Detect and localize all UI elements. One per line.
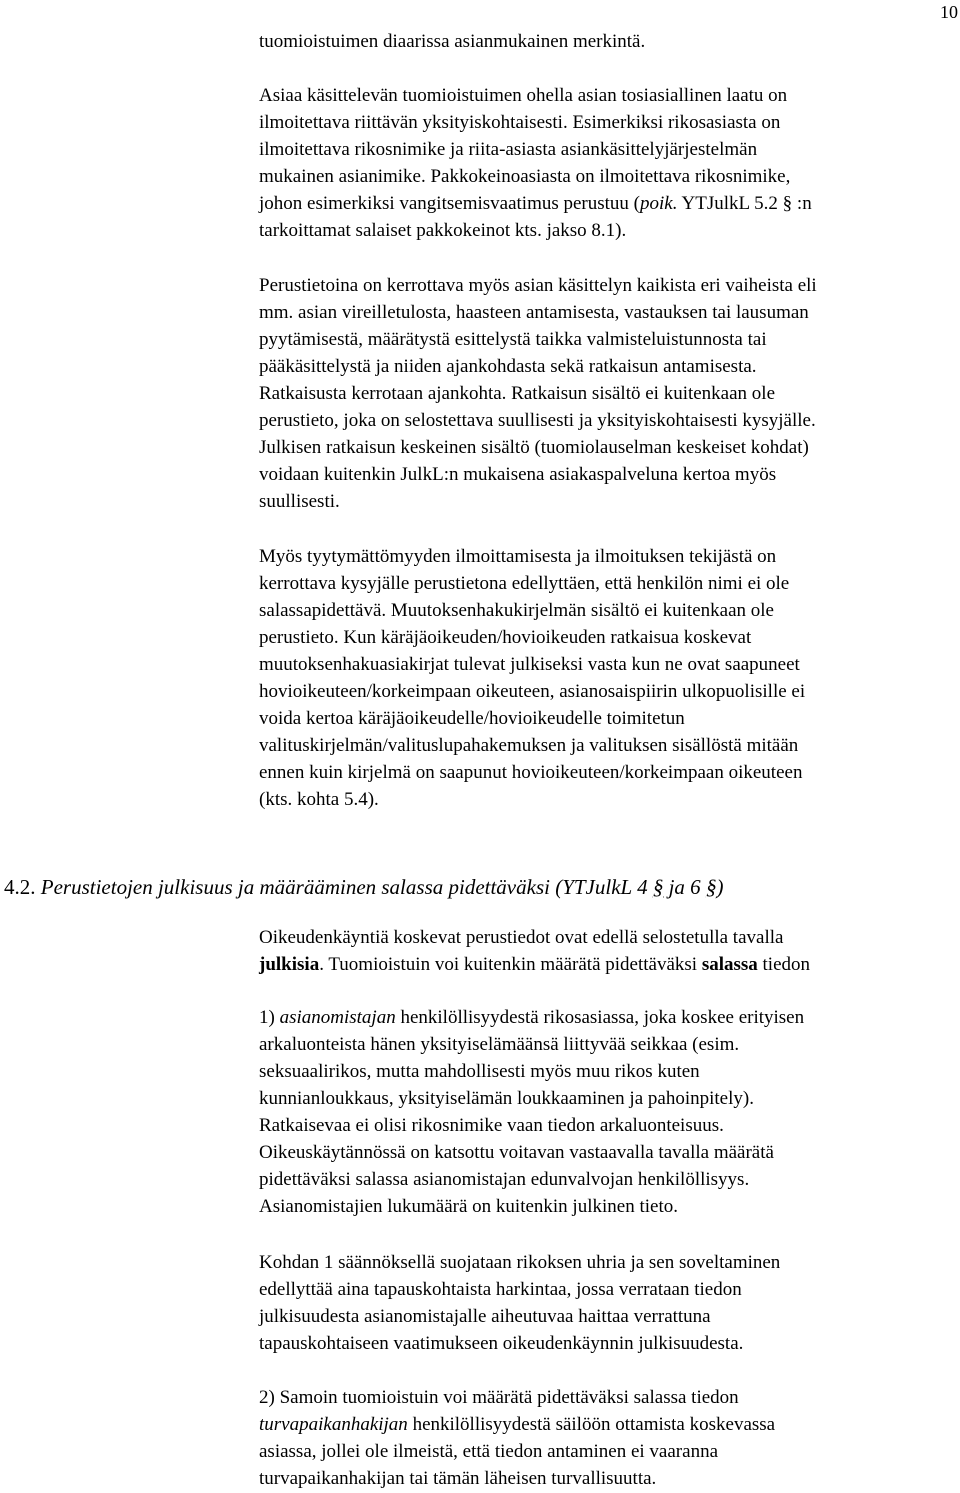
text-line: Ratkaisusta kerrotaan ajankohta. Ratkaisun sisältö ei kuitenkaan ole	[259, 383, 776, 404]
text-line	[259, 951, 959, 978]
heading-text: )	[716, 875, 724, 899]
text-line: ilmoitettava riittävän yksityiskohtaisesti. Esimerkiksi rikosasiasta on	[259, 112, 781, 133]
text-line: ennen kuin kirjelmä on saapunut hovioikeuteen/korkeimpaan oikeuteen	[259, 762, 803, 783]
text-line: voidaan kuitenkin JulkL:n mukaisena asiakaspalveluna kertoa myös	[259, 464, 777, 485]
text-line: mm. asian vireilletulosta, haasteen antamisesta, vastauksen tai lausuman	[259, 302, 809, 323]
text-line: Asiaa käsittelevän tuomioistuimen ohella asian tosiasiallinen laatu on	[259, 85, 788, 106]
text-line: tapauskohtaiseen vaatimukseen oikeudenkäynnin julkisuudesta.	[259, 1333, 744, 1354]
text-line: salassapidettävä. Muutoksenhakukirjelmän sisältö ei kuitenkaan ole	[259, 600, 774, 621]
text-line: perustieto. Kun käräjäoikeuden/hovioikeuden ratkaisua koskevat	[259, 627, 752, 648]
text-line	[259, 1004, 959, 1031]
paragraph-processing-stages	[259, 272, 959, 515]
heading-text: ja 6	[663, 875, 706, 899]
text-line: seksuaalirikos, mutta mahdollisesti myös muu rikos kuten	[259, 1061, 700, 1082]
paragraph-appeals	[259, 543, 959, 813]
section-heading	[4, 873, 723, 901]
text-line: suullisesti.	[259, 491, 340, 512]
text-line: pyytämisestä, määrätystä esittelystä taikka valmisteluistunnosta tai	[259, 329, 767, 350]
paragraph-item-2	[259, 1384, 959, 1492]
paragraph-item-1	[259, 1004, 959, 1220]
bold-term: salassa	[701, 954, 758, 975]
text-line: pidettäväksi salassa asianomistajan edunvalvojan henkilöllisyys.	[259, 1169, 750, 1190]
paragraph-public-info	[259, 924, 959, 978]
text-span: johon esimerkiksi vangitsemisvaatimus perustuu (	[259, 193, 641, 214]
section-sign: §	[652, 875, 664, 899]
text-line: perustieto, joka on selostettava suullisesti ja yksityiskohtaisesti kysyjälle.	[259, 410, 816, 431]
italic-term: turvapaikanhakijan	[259, 1414, 408, 1435]
text-line	[259, 190, 959, 217]
text-line: hovioikeuteen/korkeimpaan oikeuteen, asianosaispiirin ulkopuolisille ei	[259, 681, 806, 702]
item-number: 1)	[259, 1007, 280, 1028]
paragraph-case-nature	[259, 82, 959, 244]
heading-text: Perustietojen julkisuus ja määrääminen salassa pidettäväksi (YTJulkL 4	[40, 875, 653, 899]
text-line: tarkoittamat salaiset pakkokeinot kts. jakso 8.1).	[259, 220, 627, 241]
text-line: asiassa, jollei ole ilmeistä, että tiedon antaminen ei vaaranna	[259, 1441, 718, 1462]
text-line: Kohdan 1 säännöksellä suojataan rikoksen uhria ja sen soveltaminen	[259, 1252, 781, 1273]
page-number: 10	[940, 2, 958, 22]
paragraph-victim-protection	[259, 1249, 959, 1357]
text-line: mukainen asianimike. Pakkokeinoasiasta on ilmoitettava rikosnimike,	[259, 166, 791, 187]
text-line: tuomioistuimen diaarissa asianmukainen merkintä.	[259, 31, 646, 52]
text-line: turvapaikanhakijan tai tämän läheisen turvallisuutta.	[259, 1468, 657, 1489]
text-span: YTJulkL 5.2 § :n	[677, 193, 812, 214]
text-line: Ratkaisevaa ei olisi rikosnimike vaan tiedon arkaluonteisuus.	[259, 1115, 724, 1136]
text-span: henkilöllisyydestä säilöön ottamista koskevassa	[407, 1414, 776, 1435]
text-line: pääkäsittelystä ja niiden ajankohdasta sekä ratkaisun antamisesta.	[259, 356, 757, 377]
bold-term: julkisia	[259, 954, 320, 975]
text-line: julkisuudesta asianomistajalle aiheutuvaa haittaa verrattuna	[259, 1306, 711, 1327]
text-line: ilmoitettava rikosnimike ja riita-asiasta asiankäsittelyjärjestelmän	[259, 139, 758, 160]
text-line: Julkisen ratkaisun keskeinen sisältö (tuomiolauselman keskeiset kohdat)	[259, 437, 809, 458]
italic-abbreviation: poik.	[640, 193, 678, 214]
section-sign: §	[705, 875, 717, 899]
text-line: edellyttää aina tapauskohtaista harkintaa, jossa verrataan tiedon	[259, 1279, 742, 1300]
text-line: arkaluonteista hänen yksityiselämäänsä liittyvää seikkaa (esim.	[259, 1034, 740, 1055]
text-span: . Tuomioistuin voi kuitenkin määrätä pidettäväksi	[319, 954, 702, 975]
text-line: kerrottava kysyjälle perustietona edellyttäen, että henkilön nimi ei ole	[259, 573, 790, 594]
text-line: kunnianloukkaus, yksityiselämän loukkaaminen ja pahoinpitely).	[259, 1088, 754, 1109]
text-line: Asianomistajien lukumäärä on kuitenkin julkinen tieto.	[259, 1196, 678, 1217]
section-number: 4.2.	[4, 875, 41, 899]
text-line: Myös tyytymättömyyden ilmoittamisesta ja ilmoituksen tekijästä on	[259, 546, 777, 567]
text-line: muutoksenhakuasiakirjat tulevat julkiseksi vasta kun ne ovat saapuneet	[259, 654, 800, 675]
intro-paragraph	[259, 28, 959, 55]
text-line	[259, 1411, 959, 1438]
text-line: Perustietoina on kerrottava myös asian käsittelyn kaikista eri vaiheista eli	[259, 275, 817, 296]
italic-term: asianomistajan	[279, 1007, 396, 1028]
text-line: voida kertoa käräjäoikeudelle/hovioikeudelle toimitetun	[259, 708, 685, 729]
text-span: tiedon	[757, 954, 811, 975]
text-line: Oikeudenkäyntiä koskevat perustiedot ovat edellä selostetulla tavalla	[259, 927, 784, 948]
text-line: valituskirjelmän/valituslupahakemuksen ja valituksen sisällöstä mitään	[259, 735, 799, 756]
text-line: 2) Samoin tuomioistuin voi määrätä pidettäväksi salassa tiedon	[259, 1387, 739, 1408]
text-line: Oikeuskäytännössä on katsottu voitavan vastaavalla tavalla määrätä	[259, 1142, 774, 1163]
text-span: henkilöllisyydestä rikosasiassa, joka koskee erityisen	[395, 1007, 805, 1028]
text-line: (kts. kohta 5.4).	[259, 789, 379, 810]
